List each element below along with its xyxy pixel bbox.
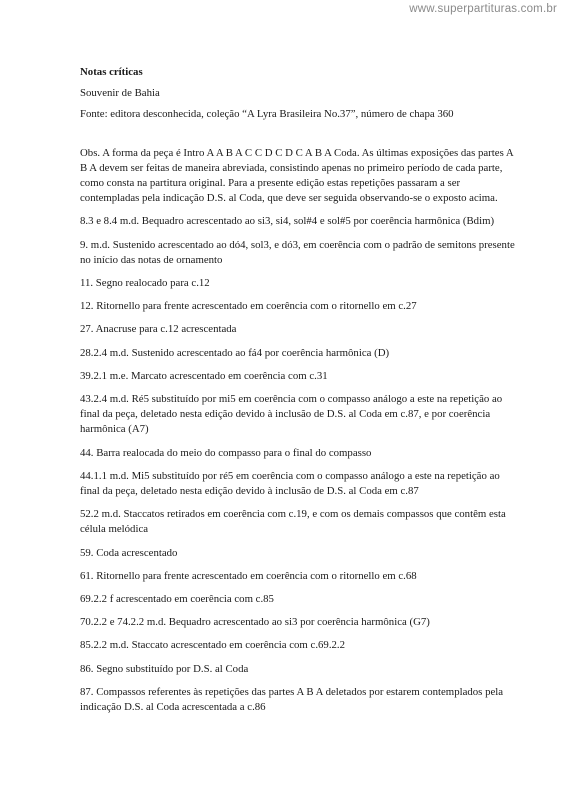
document-body: [80, 65, 520, 723]
note-item: 11. Segno realocado para c.12: [80, 277, 210, 290]
note-item: 59. Coda acrescentado: [80, 546, 178, 559]
note-item: 61. Ritornello para frente acrescentado em coerência com o ritornello em c.68: [80, 569, 417, 582]
note-item: 9. m.d. Sustenido acrescentado ao dó4, sol3, e dó3, em coerência com o padrão de semitons presente no início das notas de ornamento: [80, 238, 515, 266]
note-item: 27. Anacruse para c.12 acrescentada: [80, 323, 237, 336]
note-item: 39.2.1 m.e. Marcato acrescentado em coerência com c.31: [80, 369, 328, 382]
watermark-url[interactable]: www.superpartituras.com.br: [409, 3, 557, 15]
note-item: 85.2.2 m.d. Staccato acrescentado em coerência com c.69.2.2: [80, 639, 346, 652]
note-item: 70.2.2 e 74.2.2 m.d. Bequadro acrescentado ao si3 por coerência harmônica (G7): [80, 616, 430, 629]
note-item: 12. Ritornello para frente acrescentado em coerência com o ritornello em c.27: [80, 300, 417, 313]
document-title: Notas críticas: [80, 66, 143, 78]
note-item: 52.2 m.d. Staccatos retirados em coerência com c.19, e com os demais compassos que contêm esta célula melódica: [80, 508, 506, 536]
note-item: 86. Segno substituído por D.S. al Coda: [80, 662, 249, 675]
note-observation: Obs. A forma da peça é Intro A A B A C C D C D C A B A Coda. As últimas exposições das partes A B A devem ser feitas de maneira abreviada, consistindo apenas no primeiro período de cada parte, como consta na partitura original. Para a presente edição estas repetições passaram a ser contempladas pela indicação D.S. al Coda, que deve ser seguida observando-se o exposto acima.: [80, 146, 514, 205]
note-item: 44.1.1 m.d. Mi5 substituído por ré5 em coerência com o compasso análogo a este na repetição ao final da peça, deletado nesta edição devido à inclusão de D.S. al Coda em c.87: [80, 469, 500, 498]
piece-title: Souvenir de Bahia: [80, 87, 160, 100]
note-item: 69.2.2 f acrescentado em coerência com c.85: [80, 593, 274, 606]
note-item: 8.3 e 8.4 m.d. Bequadro acrescentado ao si3, si4, sol#4 e sol#5 por coerência harmônica (Bdim): [80, 215, 495, 228]
note-item: 43.2.4 m.d. Ré5 substituído por mi5 em coerência com o compasso análogo a este na repetição ao final da peça, deletado nesta edição devido à inclusão de D.S. al Coda em c.87, e por coerência harmônica (A7): [80, 393, 503, 436]
source-note: Fonte: editora desconhecida, coleção “A Lyra Brasileira No.37”, número de chapa 360: [80, 108, 454, 121]
note-item: 87. Compassos referentes às repetições das partes A B A deletados por estarem contemplados pela indicação D.S. al Coda acrescentada a c.86: [80, 685, 504, 714]
note-item: 28.2.4 m.d. Sustenido acrescentado ao fá4 por coerência harmônica (D): [80, 346, 390, 359]
note-item: 44. Barra realocada do meio do compasso para o final do compasso: [80, 446, 372, 459]
